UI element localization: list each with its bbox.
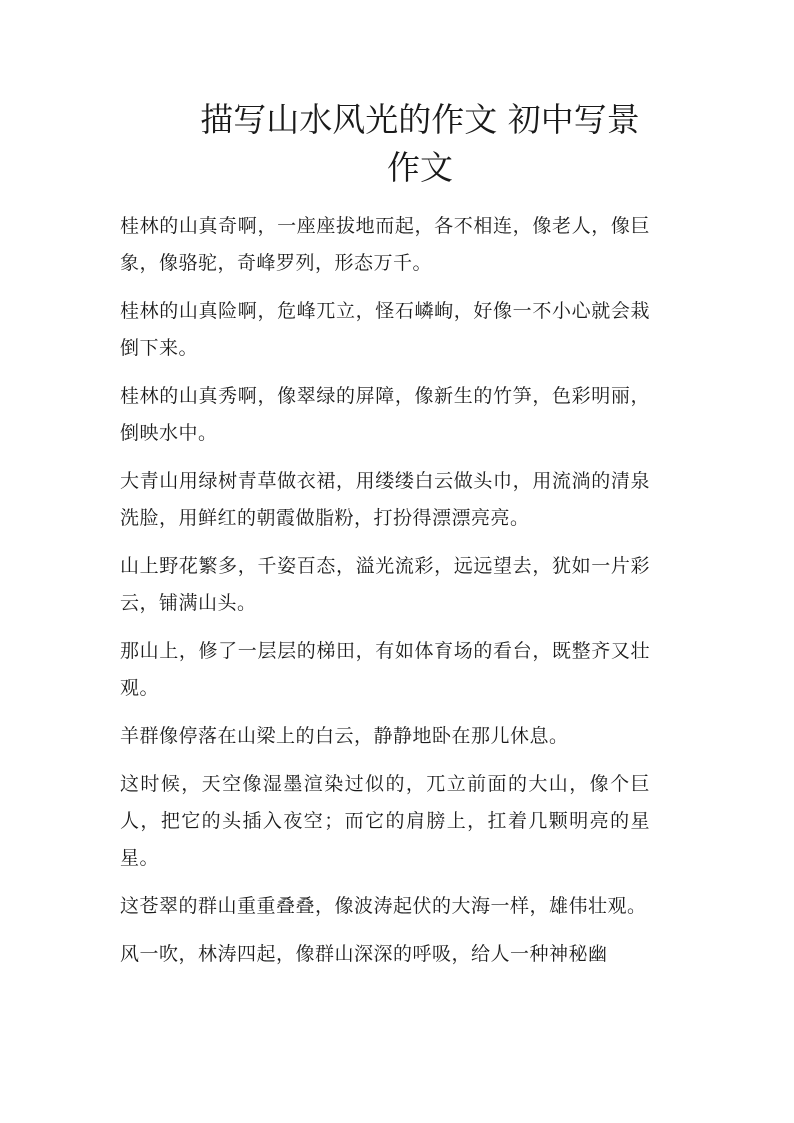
document-title — [120, 96, 720, 192]
title-line-2: 作文 — [387, 148, 453, 187]
paragraph: 那山上，修了一层层的梯田，有如体育场的看台，既整齐又壮观。 — [120, 640, 650, 699]
paragraph: 桂林的山真秀啊，像翠绿的屏障，像新生的竹笋，色彩明丽，倒映水中。 — [120, 385, 650, 444]
paragraph: 山上野花繁多，千姿百态，溢光流彩，远远望去，犹如一片彩云，铺满山头。 — [120, 555, 650, 614]
paragraph: 风一吹，林涛四起，像群山深深的呼吸，给人一种神秘幽 — [120, 943, 608, 965]
title-line-1: 描写山水风光的作文 初中写景 — [200, 100, 640, 139]
document-body — [120, 208, 650, 984]
paragraph: 桂林的山真险啊，危峰兀立，怪石嶙峋，好像一不小心就会栽倒下来。 — [120, 300, 650, 359]
paragraph: 桂林的山真奇啊，一座座拔地而起，各不相连，像老人，像巨象，像骆驼，奇峰罗列，形态万千。 — [120, 215, 650, 274]
paragraph: 羊群像停落在山梁上的白云，静静地卧在那儿休息。 — [120, 725, 569, 747]
paragraph: 这苍翠的群山重重叠叠，像波涛起伏的大海一样，雄伟壮观。 — [120, 895, 647, 917]
paragraph: 这时候，天空像湿墨渲染过似的，兀立前面的大山，像个巨人，把它的头插入夜空；而它的肩膀上，扛着几颗明亮的星星。 — [120, 773, 650, 869]
paragraph: 大青山用绿树青草做衣裙，用缕缕白云做头巾，用流淌的清泉洗脸，用鲜红的朝霞做脂粉，打扮得漂漂亮亮。 — [120, 470, 650, 529]
